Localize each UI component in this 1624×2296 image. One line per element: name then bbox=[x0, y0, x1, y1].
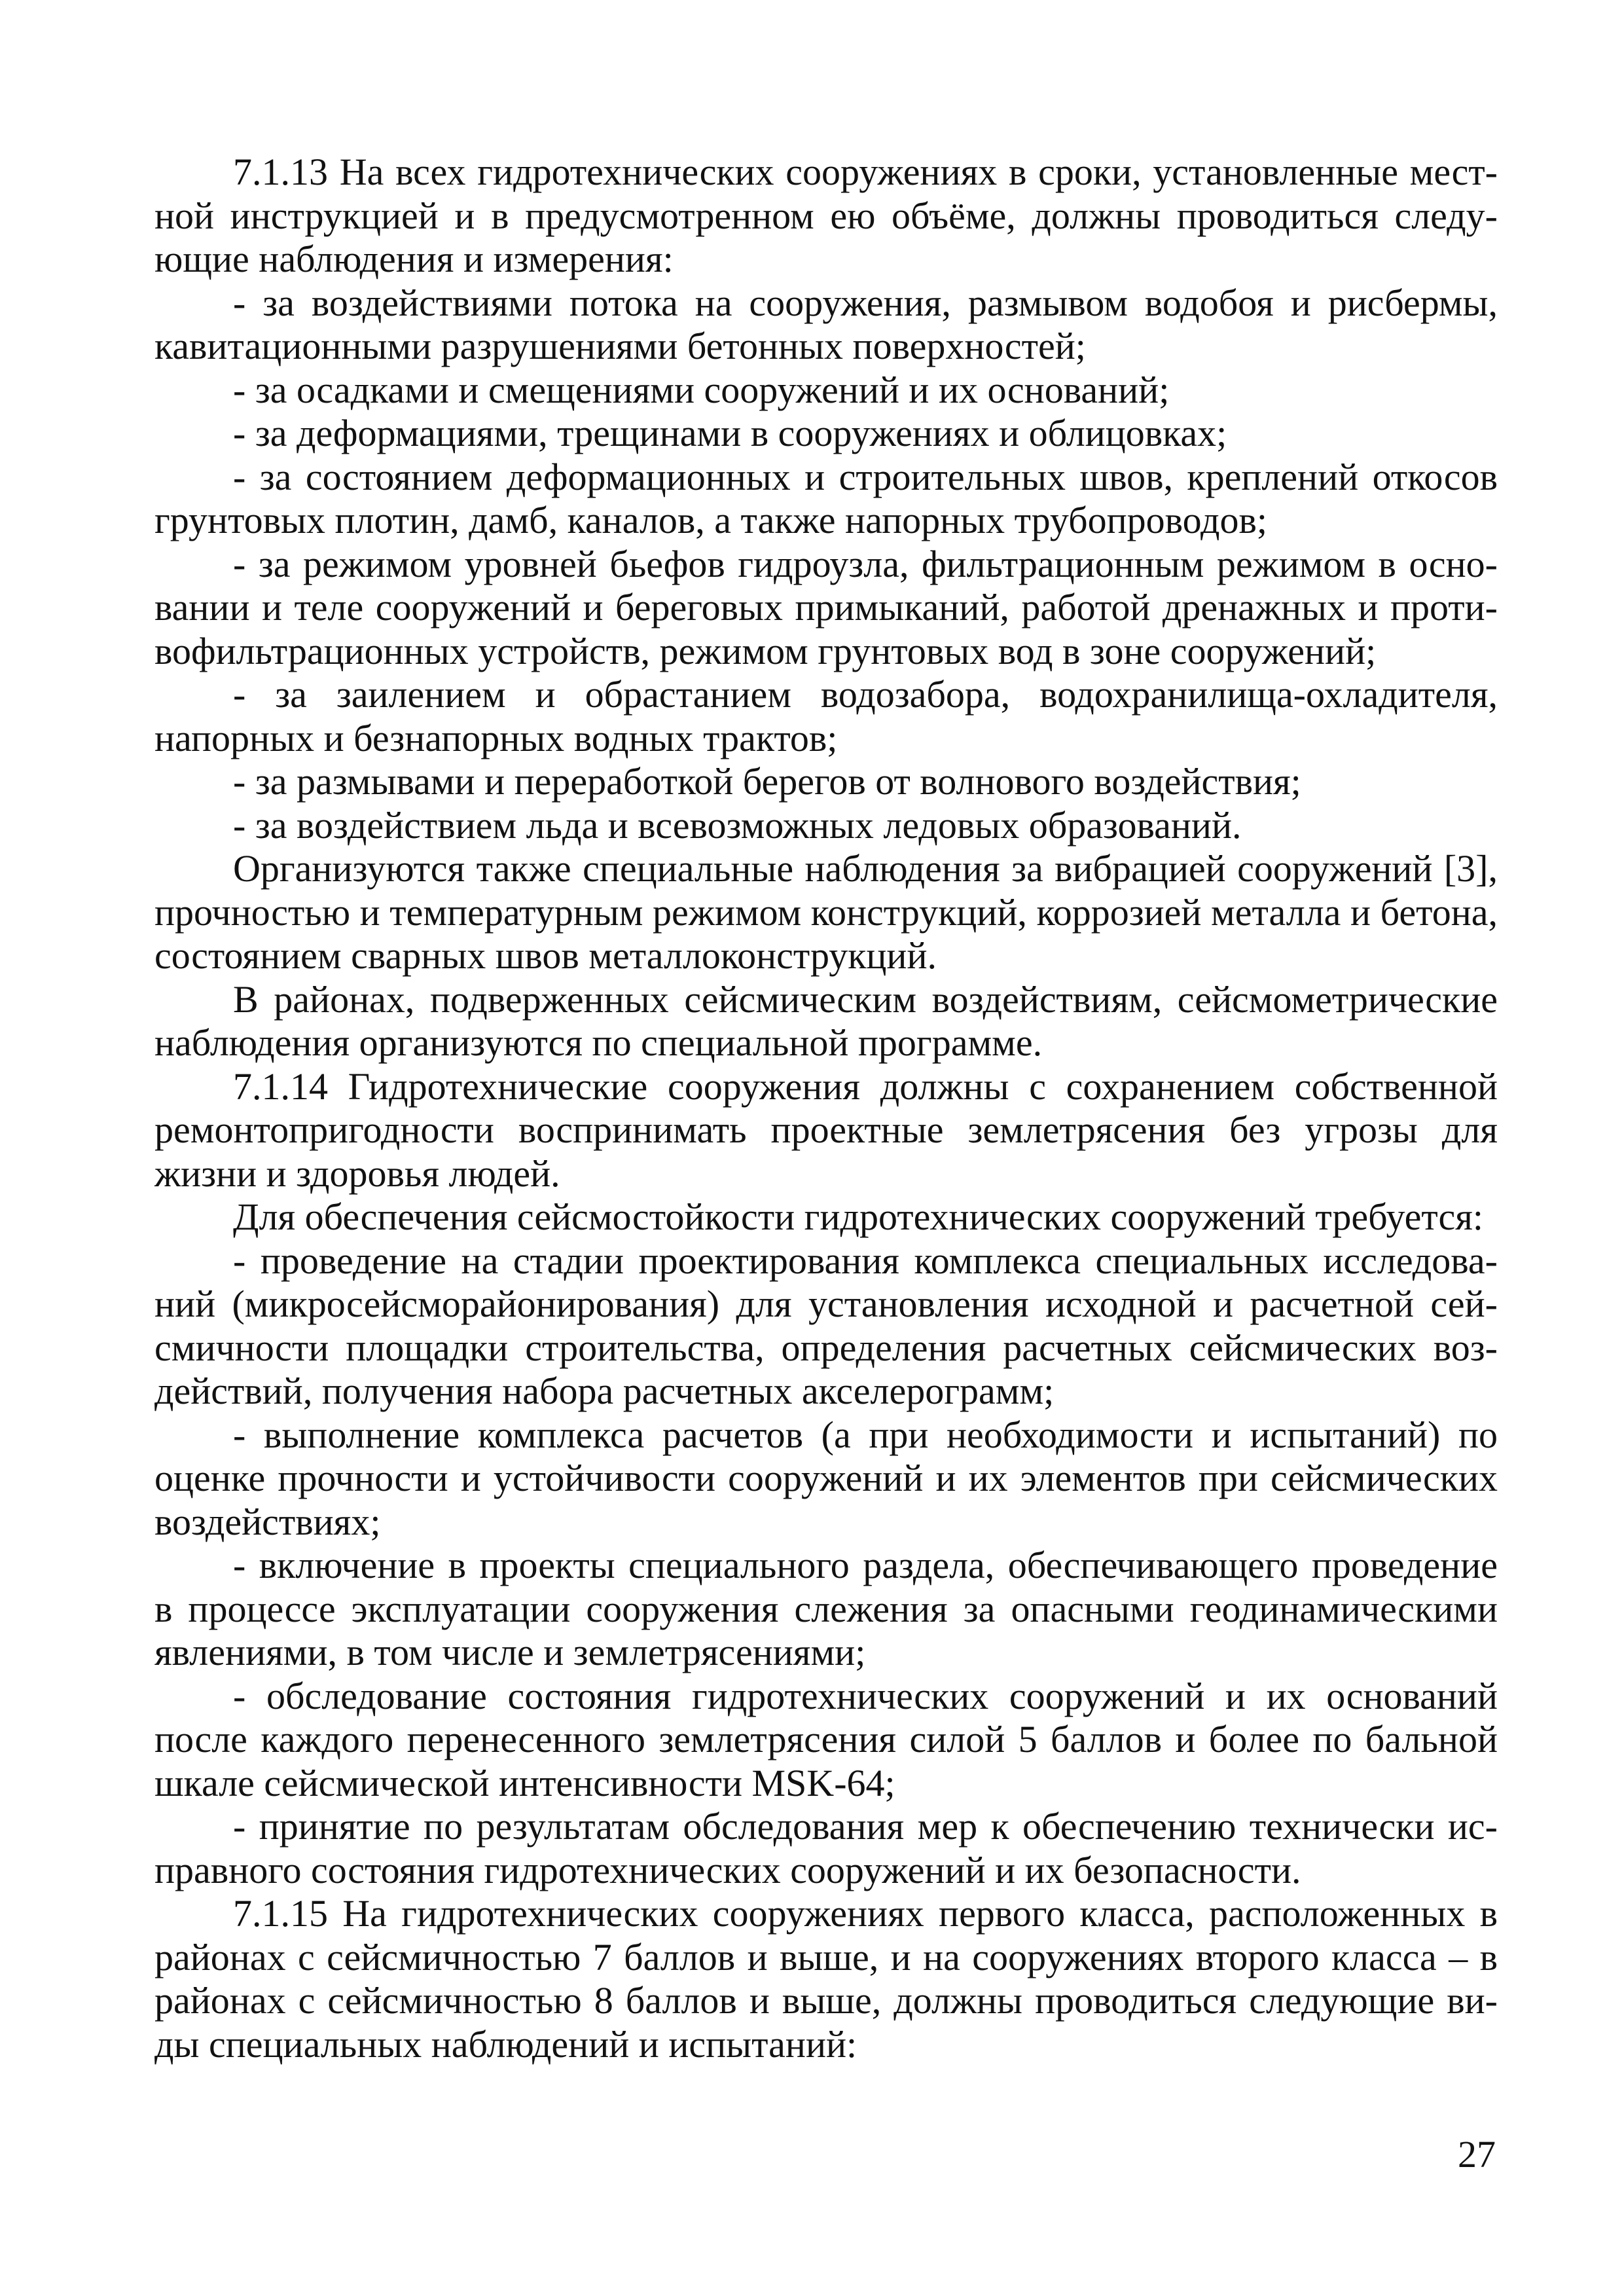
list-item-settlement: - за осадками и смещениями сооружений и их оснований; bbox=[233, 368, 1170, 411]
list-item-silting: - за заилением и обрастанием водозабора, водохранилища-охладителя, напорных и безнапорных водных трактов; bbox=[154, 673, 1498, 759]
list-item-bank-erosion: - за размывами и переработкой берегов от волнового воздействия; bbox=[233, 760, 1301, 803]
list-item-deformations: - за деформациями, трещинами в сооружениях и облицовках; bbox=[233, 412, 1227, 454]
list-item-project-section: - включение в проекты специального раздела, обеспечивающего проведение в процессе эксплуатации сооружения слежения за опасными геодинамическими явлениями, в том числе и землетрясениями; bbox=[154, 1544, 1498, 1673]
page-number: 27 bbox=[1458, 2133, 1496, 2176]
paragraph-seismic-requirements: Для обеспечения сейсмостойкости гидротехнических сооружений требуется: bbox=[233, 1195, 1484, 1238]
paragraph-7-1-13: 7.1.13 На всех гидротехнических сооружениях в сроки, установленные местной инструкцией и в предусмотренном ею объёме, должны проводиться следующие наблюдения и измерения: bbox=[154, 151, 1498, 280]
paragraph-7-1-15: 7.1.15 На гидротехнических сооружениях первого класса, расположенных в районах с сейсмичностью 7 баллов и выше, и на сооружениях второго класса – в районах с сейсмичностью 8 баллов и выше, должны проводиться следующие виды специальных наблюдений и испытаний: bbox=[154, 1892, 1498, 2066]
list-item-microzoning: - проведение на стадии проектирования комплекса специальных исследований (микросейсморайонирования) для установления исходной и расчетной сейсмичности площадки строительства, определения расчетных сейсмических воздействий, получения набора расчетных акселерограмм; bbox=[154, 1239, 1498, 1412]
list-item-measures: - принятие по результатам обследования мер к обеспечению технически исправного состояния гидротехнических сооружений и их безопасности. bbox=[154, 1805, 1498, 1891]
list-item-inspection: - обследование состояния гидротехнических сооружений и их оснований после каждого перенесенного землетрясения силой 5 баллов и более по бальной шкале сейсмической интенсивности MSK-64; bbox=[154, 1674, 1498, 1804]
paragraph-seismic-areas: В районах, подверженных сейсмическим воздействиям, сейсмометрические наблюдения организуются по специальной программе. bbox=[154, 977, 1498, 1064]
paragraph-7-1-14: 7.1.14 Гидротехнические сооружения должны с сохранением собственной ремонтопригодности воспринимать проектные землетрясения без угрозы для жизни и здоровья людей. bbox=[154, 1065, 1498, 1195]
list-item-ice: - за воздействием льда и всевозможных ледовых образований. bbox=[233, 803, 1242, 847]
list-item-calculations: - выполнение комплекса расчетов (а при необходимости и испытаний) по оценке прочности и устойчивости сооружений и их элементов при сейсмических воздействиях; bbox=[154, 1413, 1498, 1543]
list-item-water-levels: - за режимом уровней бьефов гидроузла, фильтрационным режимом в основании и теле сооружений и береговых примыканий, работой дренажных и противофильтрационных устройств, режимом грунтовых вод в зоне сооружений; bbox=[154, 542, 1498, 672]
document-body bbox=[154, 151, 1498, 2066]
list-item-flow-impact: - за воздействиями потока на сооружения, размывом водобоя и рисбермы, кавитационными разрушениями бетонных поверхностей; bbox=[154, 281, 1498, 367]
list-item-joints: - за состоянием деформационных и строительных швов, креплений откосов грунтовых плотин, дамб, каналов, а также напорных трубопроводов; bbox=[154, 455, 1498, 541]
paragraph-special-observations: Организуются также специальные наблюдения за вибрацией сооружений [3], прочностью и температурным режимом конструкций, коррозией металла и бетона, состоянием сварных швов металлоконструкций. bbox=[154, 847, 1498, 977]
